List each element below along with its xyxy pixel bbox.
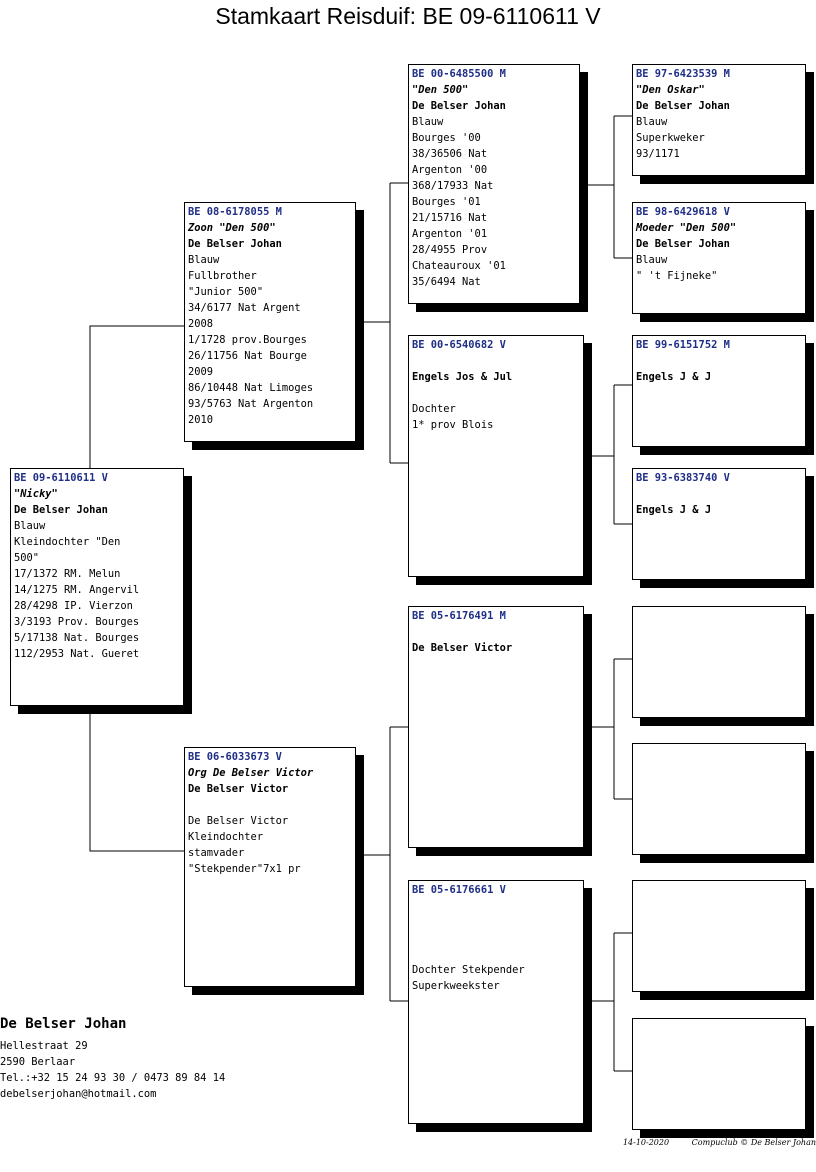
- note-line: 368/17933 Nat: [412, 180, 494, 192]
- note-line: Superkweekster: [412, 980, 500, 992]
- breeder-name: De Belser Johan: [636, 238, 730, 250]
- breeder-name: Engels J & J: [636, 371, 712, 383]
- pigeon-notes: [412, 114, 576, 290]
- pigeon-card-ggm-1[interactable]: [632, 202, 806, 314]
- note-line: Fullbrother: [188, 270, 257, 282]
- pigeon-card-subject[interactable]: [10, 468, 184, 706]
- note-line: 86/10448 Nat Limoges: [188, 382, 314, 394]
- ring-number: BE 05-6176491 M: [412, 610, 506, 622]
- pigeon-name: [636, 353, 802, 369]
- note-line: 17/1372 RM. Melun: [14, 568, 121, 580]
- note-line: Chateauroux '01: [412, 260, 506, 272]
- owner-city: 2590 Berlaar: [0, 1056, 76, 1068]
- owner-email: debelserjohan@hotmail.com: [0, 1088, 157, 1100]
- breeder-name: De Belser Johan: [188, 238, 282, 250]
- pigeon-card-grandmother-paternal[interactable]: [408, 335, 584, 577]
- pigeon-notes: [412, 930, 580, 994]
- ring-number: BE 06-6033673 V: [188, 751, 282, 763]
- breeder-name: Engels Jos & Jul: [412, 371, 513, 383]
- breeder-name: De Belser Johan: [636, 100, 730, 112]
- note-line: De Belser Victor: [188, 815, 289, 827]
- note-line: Bourges '00: [412, 132, 481, 144]
- note-line: Kleindochter "Den: [14, 536, 121, 548]
- print-date: 14-10-2020: [622, 1138, 670, 1147]
- note-line: 28/4955 Prov: [412, 244, 488, 256]
- note-line: Blauw: [188, 254, 220, 266]
- pigeon-notes: [636, 114, 802, 162]
- pigeon-card-empty-3[interactable]: [632, 880, 806, 992]
- pigeon-notes: [188, 252, 352, 428]
- pigeon-notes: [636, 252, 802, 284]
- breeder-name: [412, 914, 580, 930]
- owner-name: De Belser Johan: [0, 1016, 127, 1032]
- breeder-name: De Belser Victor: [412, 642, 513, 654]
- note-line: Blauw: [636, 254, 668, 266]
- note-line: Argenton '01: [412, 228, 488, 240]
- pigeon-card-ggf-2[interactable]: [632, 335, 806, 447]
- note-line: Superkweker: [636, 132, 705, 144]
- note-line: 3/3193 Prov. Bourges: [14, 616, 140, 628]
- ring-number: BE 93-6383740 V: [636, 472, 730, 484]
- note-line: 38/36506 Nat: [412, 148, 488, 160]
- pigeon-name: [412, 353, 580, 369]
- note-line: 21/15716 Nat: [412, 212, 488, 224]
- pigeon-card-grandfather-maternal[interactable]: [408, 606, 584, 848]
- pigeon-name: [412, 624, 580, 640]
- note-line: Blauw: [14, 520, 46, 532]
- note-line: "Junior 500": [188, 286, 264, 298]
- note-line: 93/1171: [636, 148, 680, 160]
- breeder-name: Engels J & J: [636, 504, 712, 516]
- pigeon-name: Moeder "Den 500": [636, 222, 737, 234]
- pigeon-notes: [14, 518, 180, 662]
- pigeon-name: [636, 486, 802, 502]
- ring-number: BE 00-6540682 V: [412, 339, 506, 351]
- note-line: Argenton '00: [412, 164, 488, 176]
- note-line: 1* prov Blois: [412, 419, 494, 431]
- note-line: 34/6177 Nat Argent: [188, 302, 301, 314]
- pigeon-card-empty-1[interactable]: [632, 606, 806, 718]
- note-line: 14/1275 RM. Angervil: [14, 584, 140, 596]
- pigeon-name: "Nicky": [14, 488, 58, 500]
- pigeon-card-ggm-2[interactable]: [632, 468, 806, 580]
- breeder-name: De Belser Victor: [188, 783, 289, 795]
- owner-contact-block: [0, 1016, 225, 1102]
- pigeon-notes: [412, 385, 580, 433]
- pigeon-card-empty-4[interactable]: [632, 1018, 806, 1130]
- ring-number: BE 97-6423539 M: [636, 68, 730, 80]
- pigeon-card-ggf-1[interactable]: [632, 64, 806, 176]
- pigeon-card-empty-2[interactable]: [632, 743, 806, 855]
- breeder-name: De Belser Johan: [14, 504, 108, 516]
- ring-number: BE 08-6178055 M: [188, 206, 282, 218]
- note-line: 93/5763 Nat Argenton: [188, 398, 314, 410]
- note-line: " 't Fijneke": [636, 270, 718, 282]
- ring-number: BE 09-6110611 V: [14, 472, 108, 484]
- pigeon-card-father[interactable]: [184, 202, 356, 442]
- note-line: stamvader: [188, 847, 245, 859]
- note-line: [412, 946, 580, 962]
- pigeon-card-mother[interactable]: [184, 747, 356, 987]
- pigeon-name: "Den Oskar": [636, 84, 705, 96]
- note-line: 112/2953 Nat. Gueret: [14, 648, 140, 660]
- pigeon-name: "Den 500": [412, 84, 469, 96]
- note-line: 1/1728 prov.Bourges: [188, 334, 307, 346]
- ring-number: BE 00-6485500 M: [412, 68, 506, 80]
- owner-phone: Tel.:+32 15 24 93 30 / 0473 89 84 14: [0, 1072, 226, 1084]
- owner-address: Hellestraat 29: [0, 1040, 88, 1052]
- note-line: Kleindochter: [188, 831, 264, 843]
- note-line: Blauw: [412, 116, 444, 128]
- note-line: 2010: [188, 414, 214, 426]
- note-line: Dochter: [412, 403, 456, 415]
- pigeon-notes: [188, 797, 352, 877]
- page-title: Stamkaart Reisduif: BE 09-6110611 V: [215, 3, 601, 29]
- note-line: 5/17138 Nat. Bourges: [14, 632, 140, 644]
- ring-number: BE 99-6151752 M: [636, 339, 730, 351]
- note-line: 2009: [188, 366, 214, 378]
- ring-number: BE 05-6176661 V: [412, 884, 506, 896]
- footer: [623, 1138, 816, 1147]
- pigeon-name: Zoon "Den 500": [188, 222, 276, 234]
- note-line: Dochter Stekpender: [412, 964, 525, 976]
- note-line: [188, 797, 352, 813]
- breeder-name: De Belser Johan: [412, 100, 506, 112]
- credit-text: Compuclub © De Belser Johan: [691, 1138, 816, 1147]
- note-line: [412, 930, 580, 946]
- pigeon-name: Org De Belser Victor: [188, 767, 314, 779]
- note-line: 26/11756 Nat Bourge: [188, 350, 307, 362]
- ring-number: BE 98-6429618 V: [636, 206, 730, 218]
- note-line: "Stekpender"7x1 pr: [188, 863, 301, 875]
- pigeon-card-grandfather-paternal[interactable]: [408, 64, 580, 304]
- note-line: Blauw: [636, 116, 668, 128]
- note-line: 28/4298 IP. Vierzon: [14, 600, 133, 612]
- pigeon-card-grandmother-maternal[interactable]: [408, 880, 584, 1124]
- pigeon-name: [412, 898, 580, 914]
- note-line: [412, 385, 580, 401]
- note-line: Bourges '01: [412, 196, 481, 208]
- note-line: 500": [14, 552, 40, 564]
- note-line: 2008: [188, 318, 214, 330]
- note-line: 35/6494 Nat: [412, 276, 481, 288]
